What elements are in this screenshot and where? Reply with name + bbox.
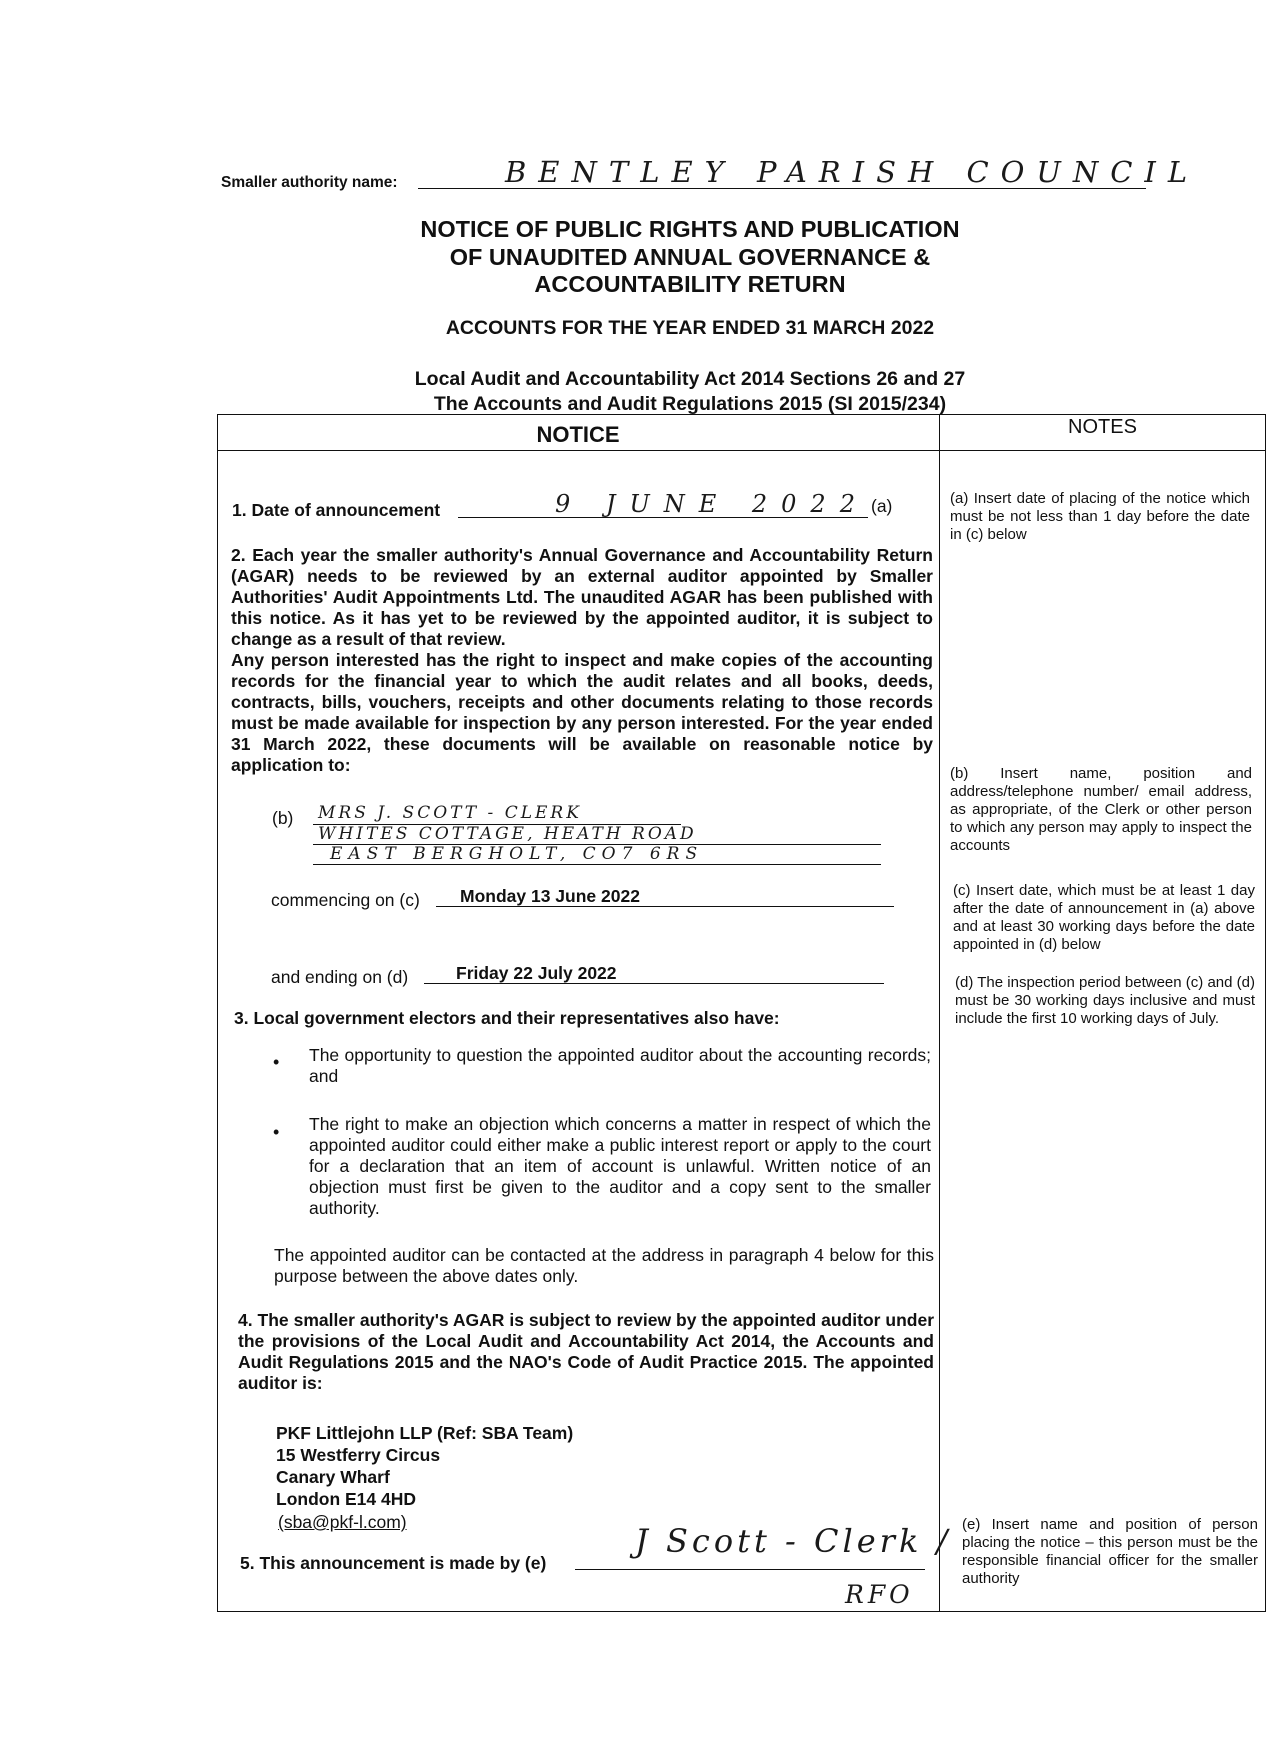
title-line-1: NOTICE OF PUBLIC RIGHTS AND PUBLICATION xyxy=(420,216,960,242)
contact-line-3-rule xyxy=(313,864,881,865)
date-of-announcement-label: 1. Date of announcement xyxy=(232,500,441,520)
section2-inspection-paragraph: Any person interested has the right to inspect and make copies of the accounting records for the financial year to which the audit relates and all books, deeds, contracts, bills, vouchers, receipts and other documents relating to those records must be made available for inspection by any person interested. For the year ended 31 March 2022, these documents will be available on reasonable notice by application to: xyxy=(231,650,933,775)
contact-address-handwritten-1: WHITES COTTAGE, HEATH ROAD xyxy=(318,824,697,844)
title-line-2: OF UNAUDITED ANNUAL GOVERNANCE & xyxy=(449,243,931,270)
auditor-area: Canary Wharf xyxy=(276,1467,390,1487)
auditor-name: PKF Littlejohn LLP (Ref: SBA Team) xyxy=(276,1423,574,1443)
note-d: (d) The inspection period between (c) and (d) must be 30 working days inclusive and must include the first 10 working days of July. xyxy=(955,974,1255,1027)
contact-b-label: (b) xyxy=(272,808,294,828)
accounts-subtitle: ACCOUNTS FOR THE YEAR ENDED 31 MARCH 2022 xyxy=(445,317,935,339)
contact-address-handwritten-2: EAST BERGHOLT, CO7 6RS xyxy=(330,844,704,864)
auditor-city-postcode: London E14 4HD xyxy=(276,1489,417,1509)
commencing-label: commencing on (c) xyxy=(271,890,420,910)
act-reference-1: Local Audit and Accountability Act 2014 Sections 26 and 27 xyxy=(414,368,966,390)
ending-date: Friday 22 July 2022 xyxy=(456,963,617,983)
auditor-email-link[interactable]: (sba@pkf-l.com) xyxy=(278,1512,407,1532)
signature-role: RFO xyxy=(845,1580,914,1609)
bullet-2-dot: • xyxy=(273,1122,280,1142)
auditor-address xyxy=(276,1422,573,1510)
auditor-contact-text: The appointed auditor can be contacted at the address in paragraph 4 below for this purpose between the above dates only. xyxy=(274,1245,934,1286)
authority-name-handwritten: BENTLEY PARISH COUNCIL xyxy=(505,155,1200,189)
section2-paragraph: 2. Each year the smaller authority's Annual Governance and Accountability Return (AGAR) needs to be reviewed by an external auditor appointed by Smaller Authorities' Audit Appointments Ltd. The unaudited AGAR has been published with this notice. As it has yet to be reviewed by the appointed auditor, it is subject to change as a result of that review. xyxy=(231,545,933,649)
note-c: (c) Insert date, which must be at least 1 day after the date of announcement in (a) above and at least 30 working days before the date appointed in (d) below xyxy=(953,882,1255,953)
title-line-3: ACCOUNTABILITY RETURN xyxy=(534,271,846,297)
table-column-divider xyxy=(939,414,940,1612)
auditor-street: 15 Westferry Circus xyxy=(276,1445,441,1465)
section3-bullet-1: The opportunity to question the appointed auditor about the accounting records; and xyxy=(309,1045,931,1086)
clerk-signature: J Scott - Clerk / xyxy=(635,1522,952,1560)
notice-title xyxy=(300,216,1080,299)
section3-bullet-2: The right to make an objection which concerns a matter in respect of which the appointed auditor could either make a public interest report or apply to the court for a declaration that an item of account is unlawful. Written notice of an objection must first be given to the auditor and a copy sent to the smaller authority. xyxy=(309,1114,931,1218)
act-reference-2: The Accounts and Audit Regulations 2015 (SI 2015/234) xyxy=(433,393,947,415)
notice-column-header: NOTICE xyxy=(536,422,620,447)
authority-label: Smaller authority name: xyxy=(221,174,398,191)
bullet-1-dot: • xyxy=(273,1052,280,1072)
section4-text: 4. The smaller authority's AGAR is subject to review by the appointed auditor under the provisions of the Local Audit and Accountability Act 2014, the Accounts and Audit Regulations 2015 and the NAO's Code of Audit Practice 2015. The appointed auditor is: xyxy=(238,1310,934,1393)
section3-heading: 3. Local government electors and their representatives also have: xyxy=(234,1008,780,1028)
note-b: (b) Insert name, position and address/telephone number/ email address, as appropriate, of the Clerk or other person to which any person may apply to inspect the accounts xyxy=(950,765,1252,854)
note-e: (e) Insert name and position of person placing the notice – this person must be the responsible financial officer for the smaller authority xyxy=(962,1516,1258,1587)
signature-underline xyxy=(575,1569,925,1570)
notes-column-header: NOTES xyxy=(1068,416,1137,438)
note-a: (a) Insert date of placing of the notice which must be not less than 1 day before the date in (c) below xyxy=(950,490,1250,543)
date-of-announcement-value: 9 JUNE 2022 xyxy=(555,490,869,518)
table-header-rule xyxy=(217,450,1266,451)
ending-label: and ending on (d) xyxy=(271,967,409,987)
contact-name-handwritten: MRS J. SCOTT - CLERK xyxy=(318,803,582,823)
commencing-date: Monday 13 June 2022 xyxy=(460,886,640,906)
date-of-announcement-note-ref: (a) xyxy=(871,496,893,516)
announcement-by-label: 5. This announcement is made by (e) xyxy=(240,1553,547,1573)
